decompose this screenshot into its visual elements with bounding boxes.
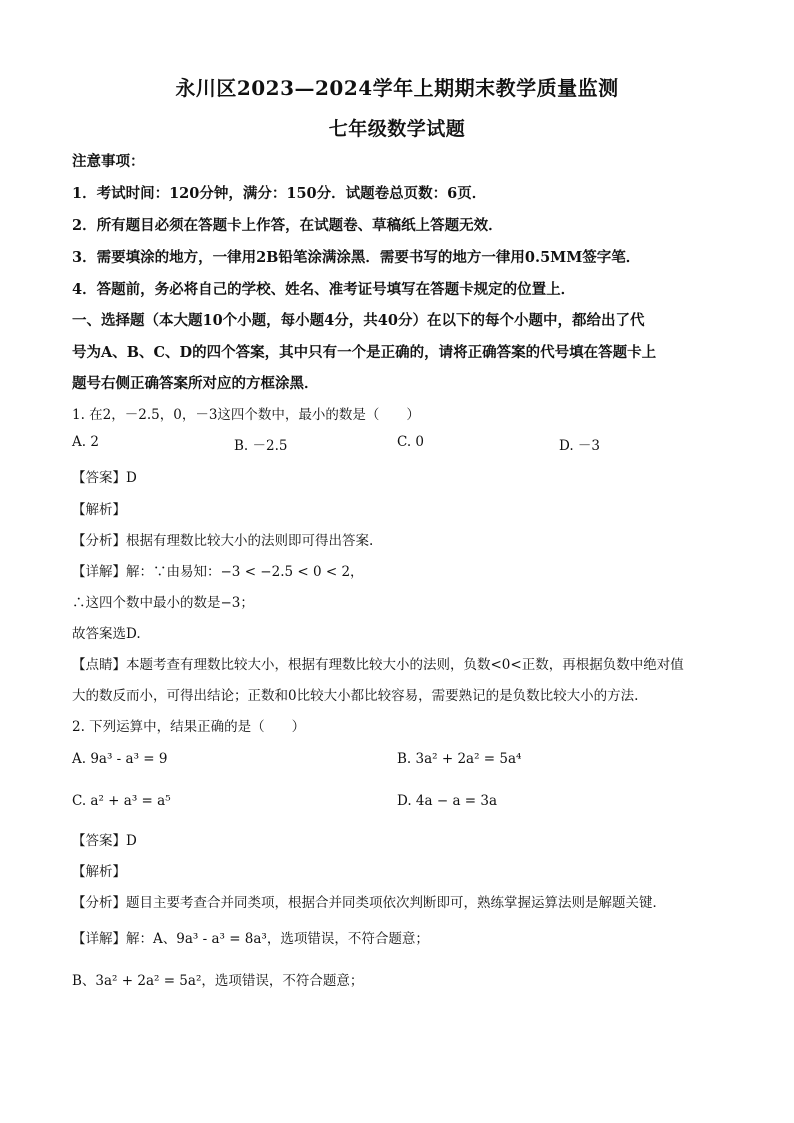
q1-option-a: A. 2 xyxy=(72,434,99,450)
q1-answer: 【答案】D xyxy=(72,470,137,486)
q2-option-c: C. a² + a³ = a⁵ xyxy=(72,793,171,809)
notice-item: 1．考试时间：120分钟，满分：150分．试题卷总页数：6页． xyxy=(72,185,487,202)
exam-subtitle: 七年级数学试题 xyxy=(328,118,466,140)
q1-fenxi: 【分析】根据有理数比较大小的法则即可得出答案. xyxy=(72,533,374,549)
q1-dianjing: 【点睛】本题考查有理数比较大小，根据有理数比较大小的法则，负数<0<正数，再根据负数中绝对值 xyxy=(72,657,684,673)
section-instructions: 题号右侧正确答案所对应的方框涂黑． xyxy=(72,375,319,392)
q1-option-b: B. －2.5 xyxy=(234,438,288,454)
q2-option-d: D. 4a − a = 3a xyxy=(397,793,498,809)
notice-item: 3．需要填涂的地方，一律用2B铅笔涂满涂黑．需要书写的地方一律用0.5MM签字笔． xyxy=(72,249,641,266)
question-1-stem: 1. 在2，－2.5，0，－3这四个数中，最小的数是（ ） xyxy=(72,407,420,423)
q2-fenxi: 【分析】题目主要考查合并同类项，根据合并同类项依次判断即可，熟练掌握运算法则是解题关键． xyxy=(72,895,666,911)
q2-answer: 【答案】D xyxy=(72,833,137,849)
q1-analysis-label: 【解析】 xyxy=(72,502,126,518)
notice-item: 2．所有题目必须在答题卡上作答，在试题卷、草稿纸上答题无效． xyxy=(72,217,503,234)
q2-detail: 【详解】解：A、9a³ - a³ = 8a³，选项错误，不符合题意； xyxy=(72,931,429,947)
notice-item: 4．答题前，务必将自己的学校、姓名、准考证号填写在答题卡规定的位置上． xyxy=(72,281,576,298)
section-instructions: 号为A、B、C、D的四个答案，其中只有一个是正确的，请将正确答案的代号填在答题卡上 xyxy=(72,344,657,361)
q1-choose: 故答案选D. xyxy=(72,626,141,642)
q1-option-c: C. 0 xyxy=(397,434,425,450)
exam-title: 永川区2023—2024学年上期期末教学质量监测 xyxy=(175,76,619,100)
notice-heading: 注意事项： xyxy=(72,153,145,170)
section-instructions: 一、选择题（本大题10个小题，每小题4分，共40分）在以下的每个小题中，都给出了代 xyxy=(72,312,645,329)
q1-therefore: ∴这四个数中最小的数是−3； xyxy=(72,595,254,611)
q1-dianjing: 大的数反而小，可得出结论；正数和0比较大小都比较容易，需要熟记的是负数比较大小的方法. xyxy=(72,688,639,704)
q2-option-a: A. 9a³ - a³ = 9 xyxy=(72,751,168,767)
q2-analysis-label: 【解析】 xyxy=(72,864,126,880)
q1-option-d: D. －3 xyxy=(559,438,601,454)
q2-option-b-explanation: B、3a² + 2a² = 5a²，选项错误，不符合题意； xyxy=(72,973,364,989)
q1-detail: 【详解】解：∵由易知：−3 < −2.5 < 0 < 2， xyxy=(72,564,364,580)
q2-option-b: B. 3a² + 2a² = 5a⁴ xyxy=(397,751,522,767)
question-2-stem: 2. 下列运算中，结果正确的是（ ） xyxy=(72,719,306,735)
